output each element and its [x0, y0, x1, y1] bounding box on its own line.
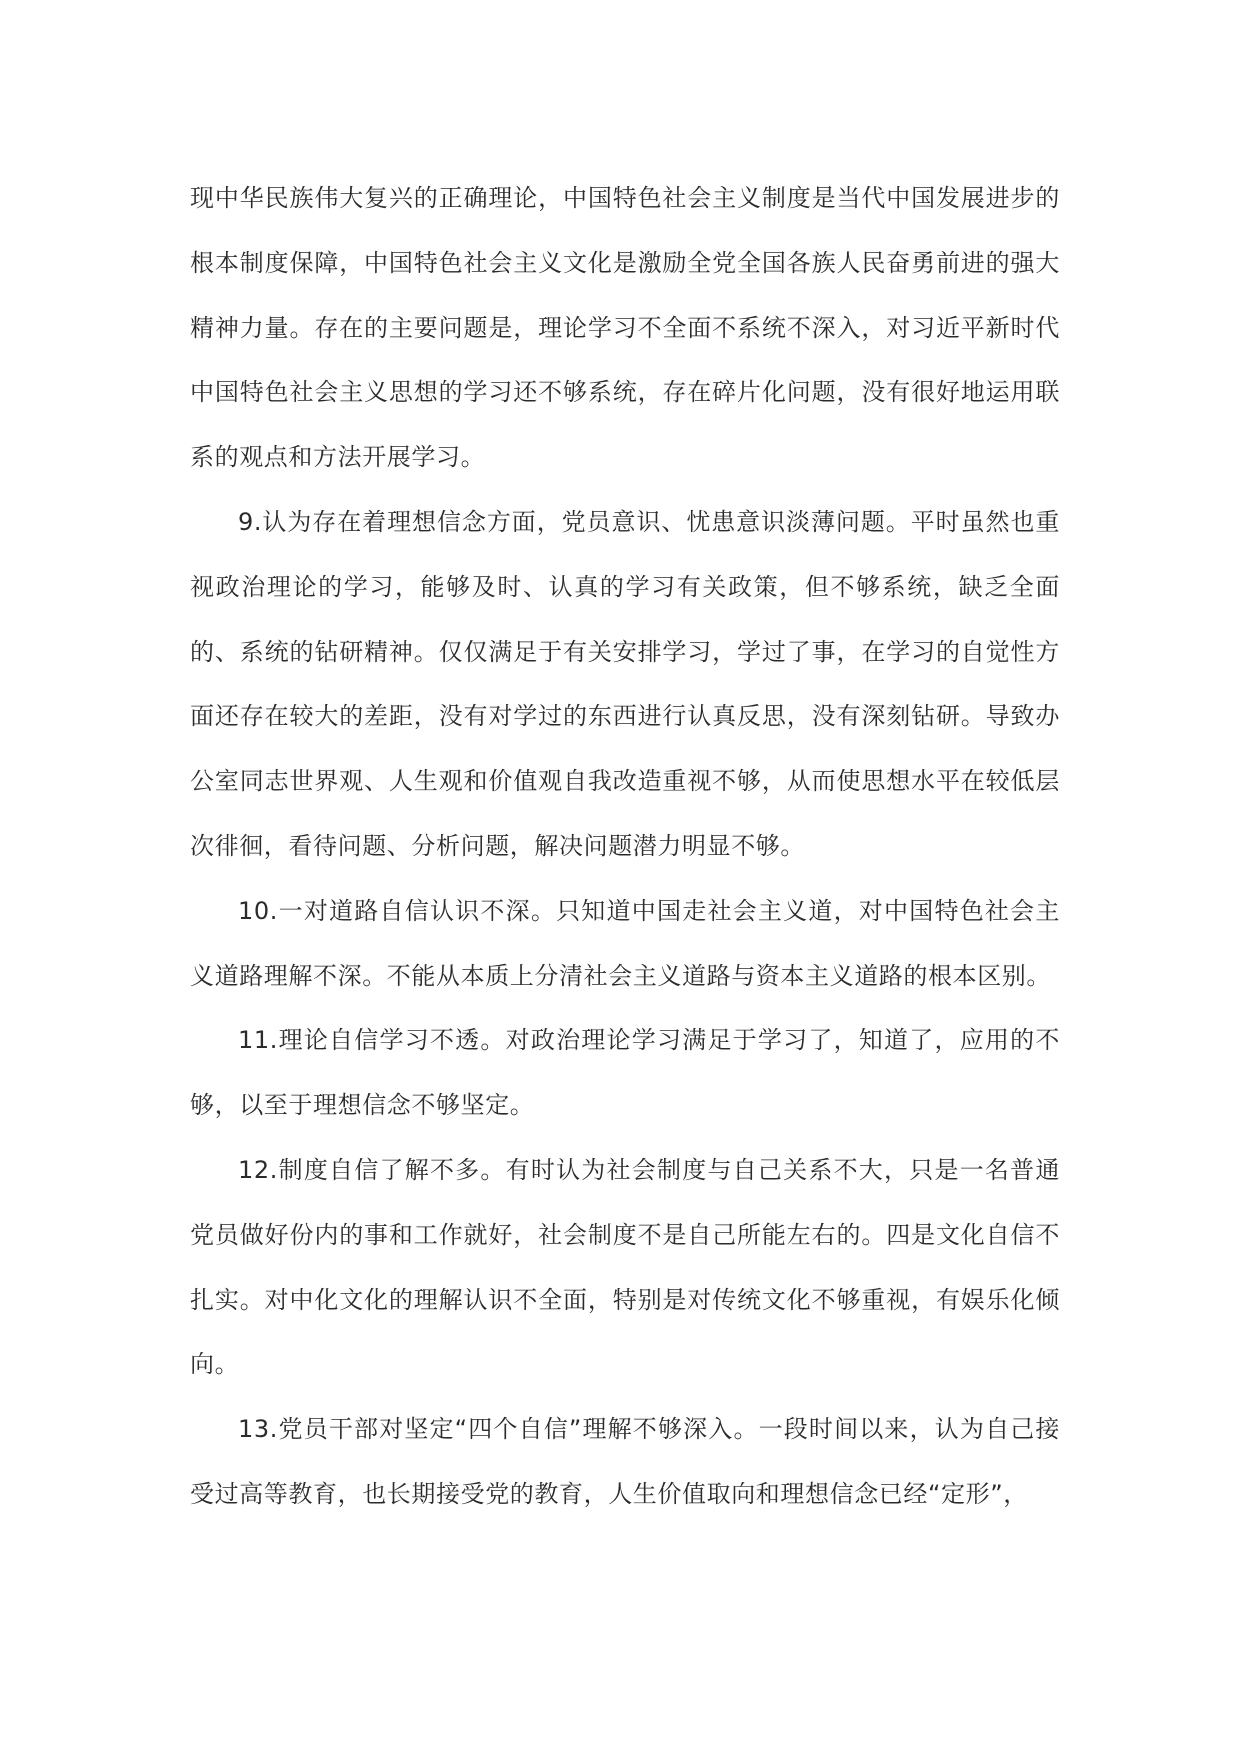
paragraph-item-12: 12.制度自信了解不多。有时认为社会制度与自己关系不大，只是一名普通党员做好份内的事和工作就好，社会制度不是自己所能左右的。四是文化自信不扎实。对中化文化的理解认识不全面，特别是对传统文化不够重视，有娱乐化倾向。 [190, 1155, 1060, 1379]
paragraph-item-13: 13.党员干部对坚定“四个自信”理解不够深入。一段时间以来，认为自己接受过高等教育，也长期接受党的教育，人生价值取向和理想信念已经“定形”， [190, 1415, 1060, 1508]
paragraph-continuation: 现中华民族伟大复兴的正确理论，中国特色社会主义制度是当代中国发展进步的根本制度保障，中国特色社会主义文化是激励全党全国各族人民奋勇前进的强大精神力量。存在的主要问题是，理论学习不全面不系统不深入，对习近平新时代中国特色社会主义思想的学习还不够系统，存在碎片化问题，没有很好地运用联系的观点和方法开展学习。 [190, 184, 1060, 472]
paragraph-item-9: 9.认为存在着理想信念方面，党员意识、忧患意识淡薄问题。平时虽然也重视政治理论的学习，能够及时、认真的学习有关政策，但不够系统，缺乏全面的、系统的钻研精神。仅仅满足于有关安排学习，学过了事，在学习的自觉性方面还存在较大的差距，没有对学过的东西进行认真反思，没有深刻钻研。导致办公室同志世界观、人生观和价值观自我改造重视不够，从而使思想水平在较低层次徘徊，看待问题、分析问题，解决问题潜力明显不够。 [190, 507, 1060, 860]
paragraph-item-11: 11.理论自信学习不透。对政治理论学习满足于学习了，知道了，应用的不够，以至于理想信念不够坚定。 [190, 1026, 1060, 1120]
paragraph-item-10: 10.一对道路自信认识不深。只知道中国走社会主义道，对中国特色社会主义道路理解不深。不能从本质上分清社会主义道路与资本主义道路的根本区别。 [190, 896, 1060, 990]
document-body [190, 166, 1060, 1527]
